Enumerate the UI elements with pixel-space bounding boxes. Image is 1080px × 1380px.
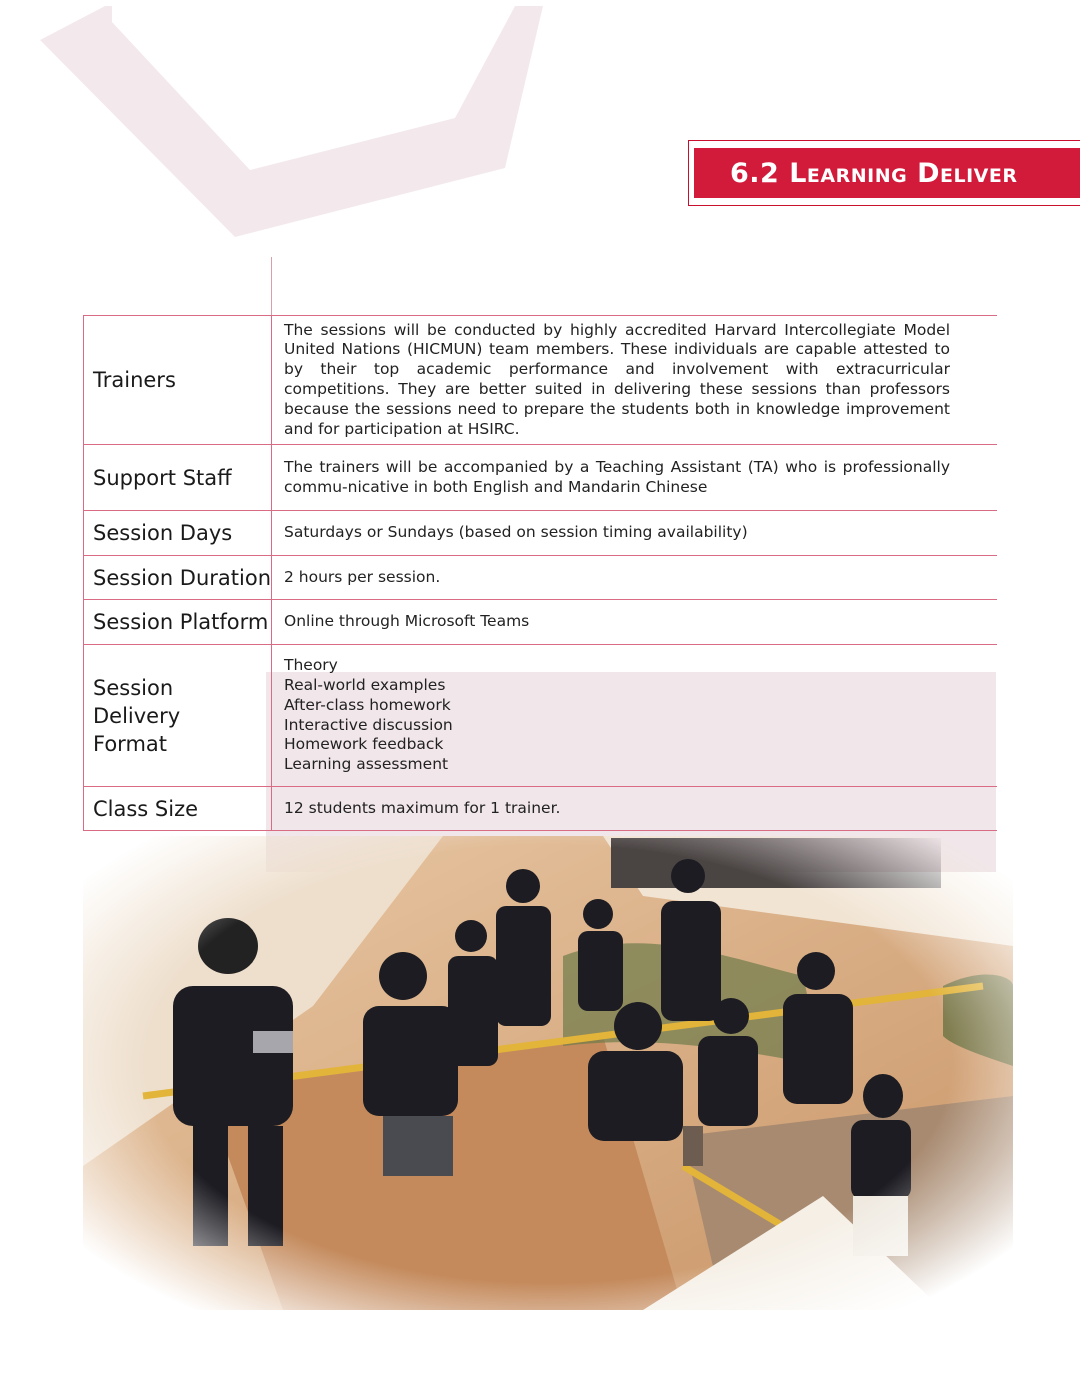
table-row [84, 511, 998, 556]
table-row [84, 600, 998, 645]
row-label [84, 645, 272, 787]
hexagon-decoration [0, 0, 560, 250]
table-row [84, 556, 998, 600]
row-value: 2 hours per session. [272, 556, 998, 600]
row-label: Session Platform [84, 600, 272, 645]
format-item: Interactive discussion [284, 715, 453, 734]
label-line: Session [93, 675, 174, 700]
format-item: After-class homework [284, 695, 451, 714]
row-label: Session Duration [84, 556, 272, 600]
row-value: 12 students maximum for 1 trainer. [272, 787, 998, 831]
table-top-divider [271, 257, 272, 315]
row-value: Online through Microsoft Teams [272, 600, 998, 645]
table-row [84, 316, 998, 445]
format-item: Learning assessment [284, 755, 449, 774]
learning-delivery-table [83, 315, 997, 831]
table-row [84, 787, 998, 831]
table-row [84, 445, 998, 511]
row-value: Saturdays or Sundays (based on session timing availability) [272, 511, 998, 556]
format-item: Real-world examples [284, 675, 446, 694]
row-value [272, 645, 998, 787]
label-line: Format [93, 731, 168, 756]
format-item: Theory [284, 656, 338, 675]
row-value: The trainers will be accompanied by a Teaching Assistant (TA) who is professionally commu-nicative in both English and Mandarin Chinese [272, 445, 998, 511]
row-label: Support Staff [84, 445, 272, 511]
section-title: 6.2 Learning Deliver [694, 148, 1080, 198]
row-label: Session Days [84, 511, 272, 556]
table-row [84, 645, 998, 787]
row-label: Class Size [84, 787, 272, 831]
row-label: Trainers [84, 316, 272, 445]
group-photo [83, 836, 1013, 1310]
label-line: Delivery [93, 703, 181, 728]
format-item: Homework feedback [284, 735, 444, 754]
row-value: The sessions will be conducted by highly accredited Harvard Intercollegiate Model United Nations (HICMUN) team members. These individuals are capable attested to by their top academic performance and involvement with extracurricular competitions. They are better suited in delivering these sessions than professors because the sessions need to prepare the students both in knowledge improvement and for participation at HSIRC. [272, 316, 998, 445]
section-title-box [688, 140, 1080, 206]
